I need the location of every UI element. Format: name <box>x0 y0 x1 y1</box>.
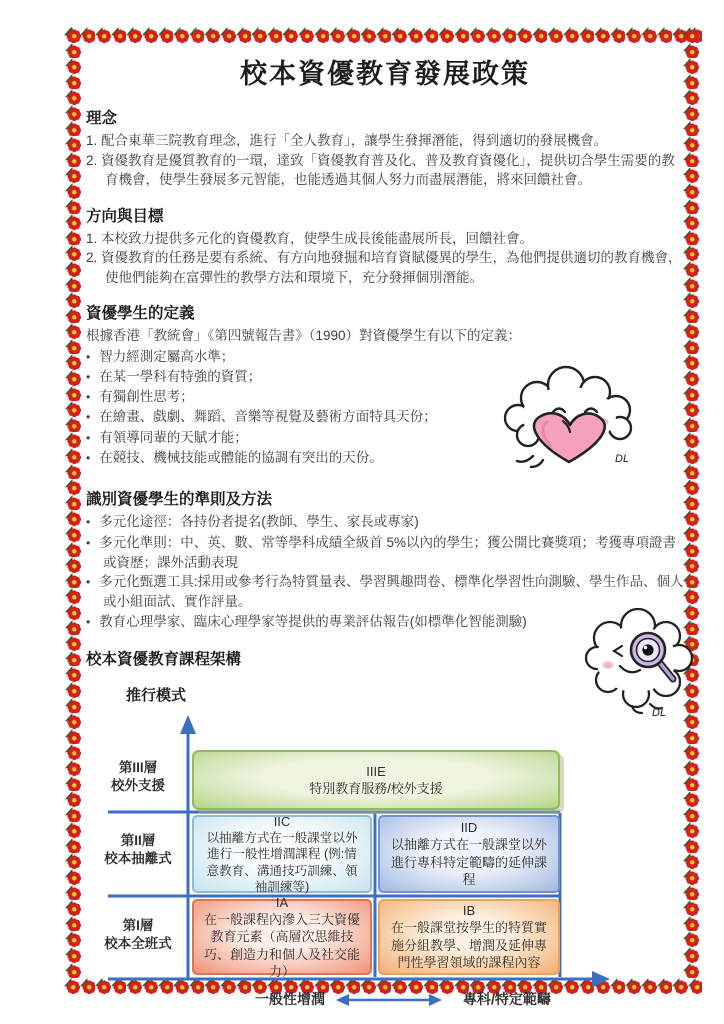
tier-label-2 <box>90 832 186 868</box>
tier-label-line: 第III層 <box>118 760 158 776</box>
list-item: 資優教育的任務是要有系統、有方向地發掘和培育資賦優異的學生，為他們提供適切的教育機會，使他們能夠在富彈性的教學方法和環境下，充分發揮個別潛能。 <box>101 250 682 285</box>
mode-label: 推行模式 <box>126 687 187 705</box>
direction-list <box>86 229 684 288</box>
section-heading-philosophy: 理念 <box>86 110 118 127</box>
list-item: • 在競技、機械技能或體能的協調有突出的天份。 <box>86 448 506 468</box>
framework-diagram <box>86 709 684 1011</box>
diagram-box-ib <box>378 899 560 975</box>
magnifier-cloud-character <box>580 608 700 720</box>
tier-label-line: 校外支援 <box>111 778 165 794</box>
diagram-box-iic <box>192 815 372 893</box>
section-heading-direction: 方向與目標 <box>86 207 164 225</box>
box-text: 特別教育服務/校外支援 <box>309 780 443 796</box>
section-heading-definition: 資優學生的定義 <box>86 305 195 322</box>
list-item: • 在某一學科有特強的資質； <box>86 367 506 387</box>
list-item: • 有領導同輩的天賦才能； <box>86 428 506 448</box>
box-code: IIC <box>273 813 291 829</box>
magnifier-cloud-illustration <box>580 608 700 720</box>
flower-border-left <box>65 27 82 995</box>
page-title: 校本資優教育發展政策 <box>240 59 530 89</box>
magnifier-cloud-signature: DL <box>652 707 667 719</box>
list-item: • 多元化準則：中、英、數、常等學科成績全級首 5%以內的學生；獲公開比賽獎項；考獲專項證書或資歷；課外活動表現 <box>86 533 684 573</box>
x-axis-label-right: 專科/特定範疇 <box>463 991 551 1008</box>
philosophy-list <box>86 131 684 190</box>
heart-cloud-signature: DL <box>615 453 630 465</box>
double-arrow-right-head <box>429 994 442 1006</box>
box-text: 以抽離方式在一般課堂以外進行一般性增潤課程 (例:情意教育、溝通技巧訓練、領袖訓練等) <box>206 830 358 895</box>
flower-border-right <box>683 27 700 995</box>
tier-label-1 <box>90 917 186 953</box>
box-text: 在一般課堂按學生的特質實施分組教學、增潤及延伸專門性學習領域的課程內容 <box>390 920 547 971</box>
tier-label-line: 校本抽離式 <box>104 851 172 867</box>
diagram-box-iiie <box>192 750 560 810</box>
tier-label-line: 第II層 <box>120 833 156 849</box>
tier-label-line: 校本全班式 <box>104 936 172 952</box>
x-axis-arrowhead <box>592 971 610 987</box>
section-heading-framework: 校本資優教育課程架構 <box>86 651 242 669</box>
list-item: • 在繪畫、戲劇、舞蹈、音樂等視覺及藝術方面特具天份； <box>86 407 506 427</box>
box-text: 在一般課程內滲入三大資優教育元素（高層次思維技巧、創造力和個人及社交能力） <box>203 911 360 980</box>
box-code: IB <box>462 903 476 919</box>
y-axis-arrowhead <box>180 715 196 734</box>
diagram-box-ia <box>192 894 372 980</box>
box-code: IA <box>275 894 289 910</box>
list-item: • 智力經測定屬高水準； <box>86 347 506 367</box>
definition-list <box>86 347 506 469</box>
box-code: IID <box>460 820 478 836</box>
list-item: 配合東華三院教育理念，進行「全人教育」，讓學生發揮潛能，得到適切的發展機會。 <box>101 133 608 148</box>
list-item: • 多元化甄選工具:採用或參考行為特質量表、學習興趣問卷、標準化學習性向測驗、學生作品、個人或小組面試、實作評量。 <box>86 572 684 612</box>
heart-cloud-illustration <box>497 364 645 468</box>
box-text: 以抽離方式在一般課堂以外進行專科特定範疇的延伸課程 <box>390 837 547 888</box>
list-item: • 教育心理學家、臨床心理學家等提供的專業評估報告(如標準化智能測驗) <box>86 612 684 632</box>
flower-border-top <box>64 27 702 44</box>
x-axis-label-left: 一般性增潤 <box>255 991 325 1008</box>
list-item: • 有獨創性思考； <box>86 387 506 407</box>
tier-label-line: 第I層 <box>122 918 154 934</box>
list-item: 本校致力提供多元化的資優教育，使學生成長後能盡展所長，回饋社會。 <box>101 230 534 246</box>
box-code: IIIE <box>366 763 386 779</box>
heart-cloud-character <box>497 364 645 468</box>
document-content <box>86 46 684 1011</box>
list-item: • 多元化途徑：各持份者提名(教師、學生、家長或專家) <box>86 512 684 532</box>
tier-label-3 <box>90 759 186 795</box>
section-heading-identification: 識別資優學生的準則及方法 <box>86 491 273 509</box>
list-item: 資優教育是優質教育的一環，達致「資優教育普及化、普及教育資優化」，提供切合學生需要的教育機會，使學生發展多元智能，也能透過其個人努力而盡展潛能，將來回饋社會。 <box>101 152 675 187</box>
definition-intro: 根據香港「教統會」《第四號報告書》（1990）對資優學生有以下的定義： <box>86 328 522 343</box>
diagram-box-iid <box>378 815 560 893</box>
